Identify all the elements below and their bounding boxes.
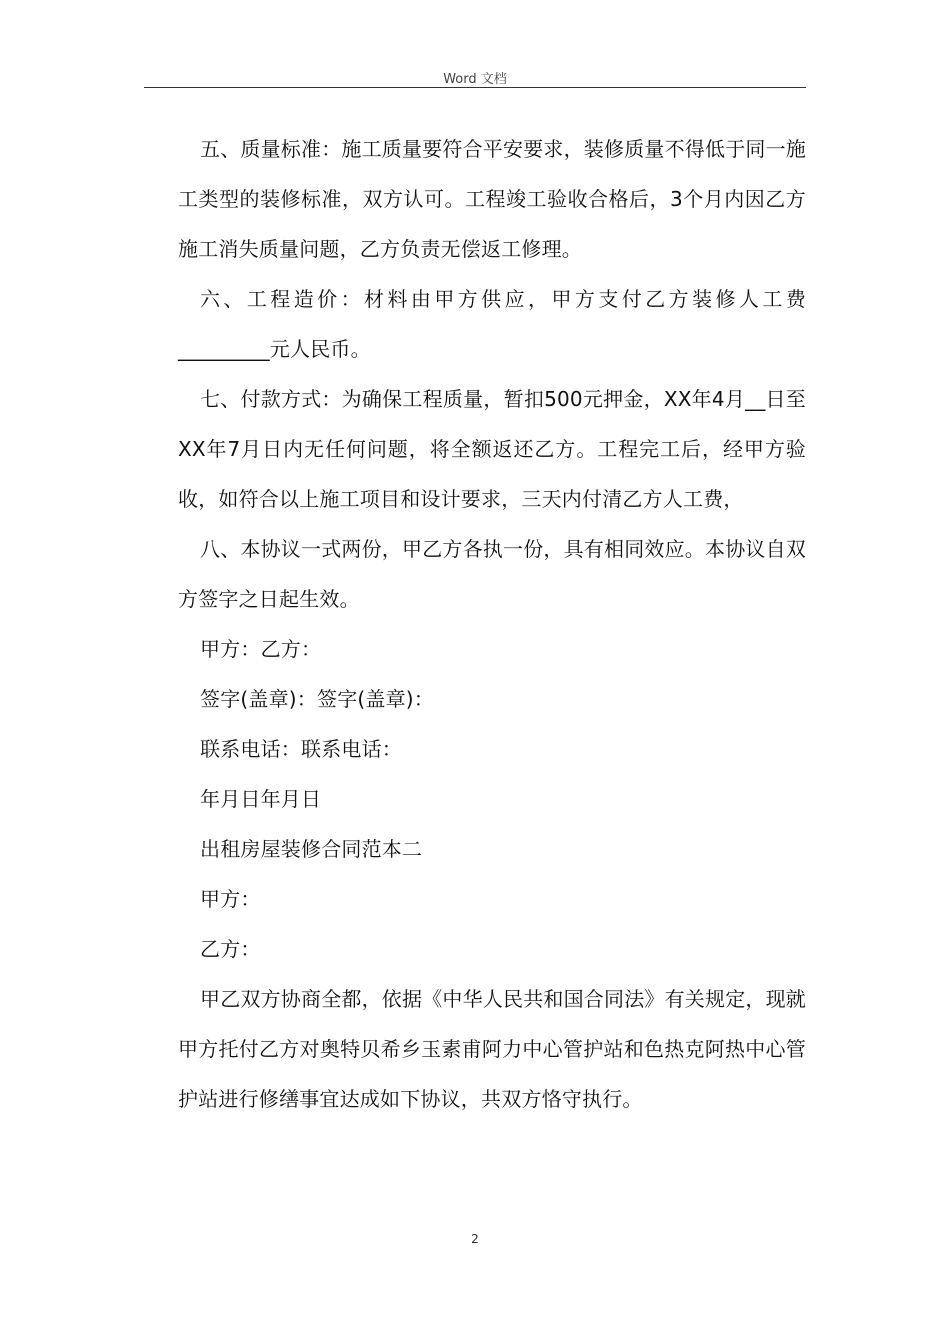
- paragraph-project-cost: 六、工程造价：材料由甲方供应，甲方支付乙方装修人工费_________元人民币。: [178, 287, 806, 361]
- party-line: 甲方：乙方：: [200, 637, 322, 661]
- page-number: 2: [471, 1232, 479, 1246]
- paragraph-payment-method: 七、付款方式：为确保工程质量，暂扣500元押金，XX年4月__日至XX年7月日内无任何问题，将全额返还乙方。工程完工后，经甲方验收，如符合以上施工项目和设计要求，三天内付清乙方人工费，: [178, 387, 806, 511]
- paragraph-agreement-intro: 甲乙双方协商全都，依据《中华人民共和国合同法》有关规定，现就甲方托付乙方对奥特贝希乡玉素甫阿力中心管护站和色热克阿热中心管护站进行修缮事宜达成如下协议，共双方恪守执行。: [178, 987, 806, 1111]
- date-line: 年月日年月日: [200, 787, 322, 811]
- contract-title-two: 出租房屋装修合同范本二: [200, 837, 423, 861]
- party-b-line: 乙方：: [200, 937, 261, 961]
- paragraph-quality-standard: 五、质量标准：施工质量要符合平安要求，装修质量不得低于同一施工类型的装修标准，双方认可。工程竣工验收合格后，3个月内因乙方施工消失质量问题，乙方负责无偿返工修理。: [178, 137, 806, 261]
- header-rule: [144, 87, 806, 88]
- paragraph-agreement-copies: 八、本协议一式两份，甲乙方各执一份，具有相同效应。本协议自双方签字之日起生效。: [178, 537, 806, 611]
- signature-line: 签字(盖章)：签字(盖章)：: [200, 687, 435, 711]
- phone-line: 联系电话：联系电话：: [200, 737, 402, 761]
- header-title: Word 文档: [443, 72, 507, 87]
- party-a-line: 甲方：: [200, 887, 261, 911]
- document-body: [178, 124, 806, 1124]
